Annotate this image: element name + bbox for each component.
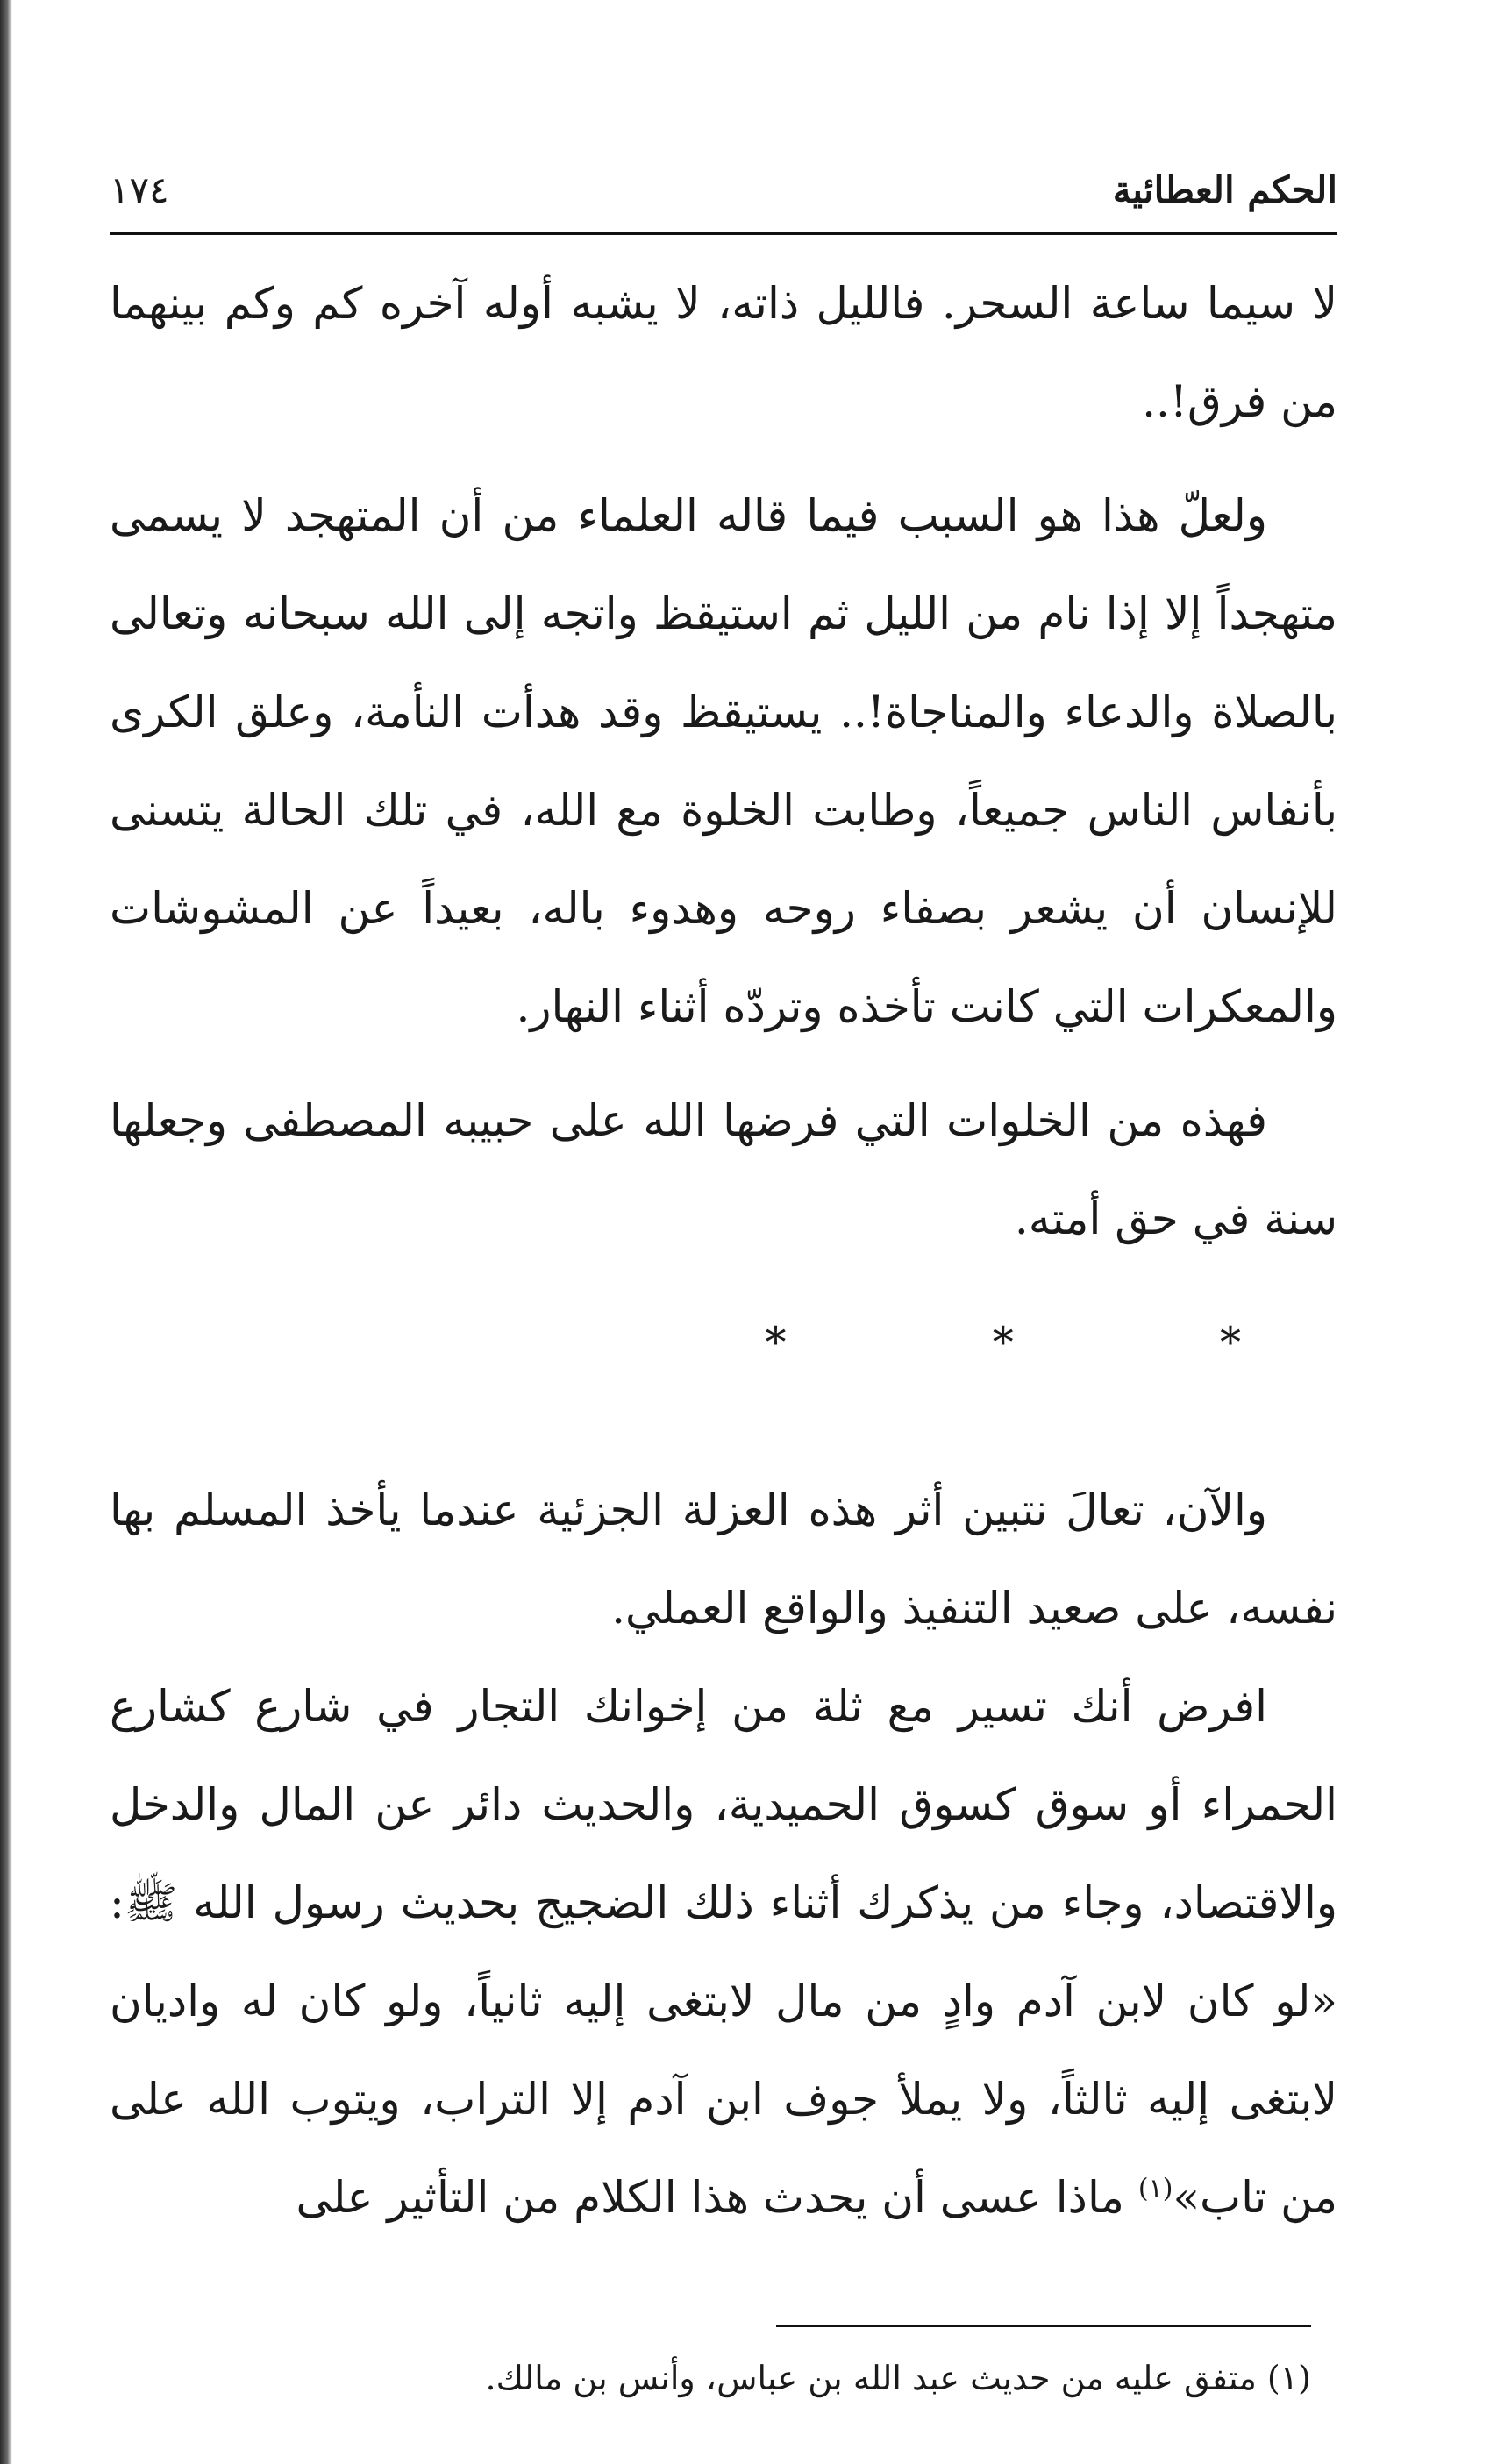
page-header xyxy=(110,158,1337,235)
paragraph-5-tail: ماذا عسى أن يحدث هذا الكلام من التأثير على xyxy=(296,2172,1124,2223)
footnote-rule xyxy=(776,2325,1311,2327)
paragraph-4: والآن، تعالَ نتبين أثر هذه العزلة الجزئية عندما يأخذ المسلم بها نفسه، على صعيد التنفيذ والواقع العملي. xyxy=(110,1485,1337,1634)
paragraph-2: ولعلّ هذا هو السبب فيما قاله العلماء من أن المتهجد لا يسمى متهجداً إلا إذا نام من الليل ثم استيقظ واتجه إلى الله سبحانه وتعالى بالصلاة والدعاء والمناجاة!.. يستيقظ وقد هدأت النأمة، وعلق الكرى بأنفاس الناس جميعاً، وطابت الخلوة مع الله، في تلك الحالة يتسنى للإنسان أن يشعر بصفاء روحه وهدوء باله، بعيداً عن المشوشات والمعكرات التي كانت تأخذه وتردّه أثناء النهار. xyxy=(110,490,1337,1032)
running-title: الحكم العطائية xyxy=(1112,168,1337,211)
book-page xyxy=(110,158,1337,2404)
paragraph-1: لا سيما ساعة السحر. فالليل ذاته، لا يشبه أوله آخره كم وكم بينهما من فرق!.. xyxy=(110,278,1337,427)
paragraph-5 xyxy=(110,1657,1337,2247)
page-body xyxy=(110,254,1337,2247)
section-separator: * * * xyxy=(765,1318,1337,1367)
footnote: (١) متفق عليه من حديث عبد الله بن عباس، وأنس بن مالك. xyxy=(485,2359,1311,2397)
paragraph-5-text: افرض أنك تسير مع ثلة من إخوانك التجار في شارع كشارع الحمراء أو سوق كسوق الحميدية، والحديث دائر عن المال والدخل والاقتصاد، وجاء من يذكرك أثناء ذلك الضجيج بحديث رسول الله ﷺ: «لو كان لابن آدم وادٍ من مال لابتغى إليه ثانياً، ولو كان له واديان لابتغى إليه ثالثاً، ولا يملأ جوف ابن آدم إلا التراب، ويتوب الله على من تاب» xyxy=(110,1681,1337,2223)
footnote-reference: (١) xyxy=(1137,2173,1173,2204)
scan-edge-shadow xyxy=(0,0,12,2464)
paragraph-3: فهذه من الخلوات التي فرضها الله على حبيبه المصطفى وجعلها سنة في حق أمته. xyxy=(110,1095,1337,1244)
page-number: ١٧٤ xyxy=(110,168,169,211)
